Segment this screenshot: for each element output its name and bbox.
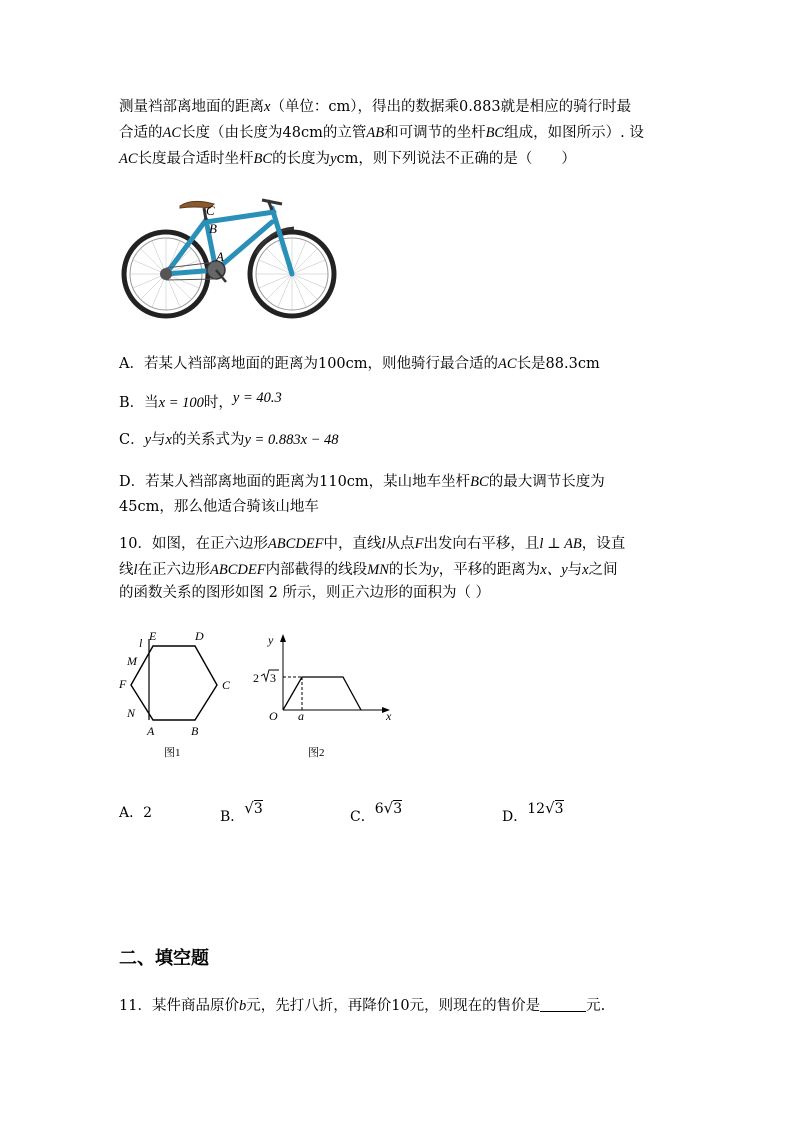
var-y: y bbox=[144, 432, 152, 448]
text: 之间 bbox=[588, 562, 618, 578]
choice-label: B． bbox=[220, 809, 245, 825]
text: 11．某件商品原价 bbox=[119, 998, 239, 1014]
choice-coef: 2 bbox=[143, 805, 153, 821]
problem10-line1 bbox=[119, 534, 625, 554]
problem9-option-d-line1 bbox=[119, 472, 605, 492]
sqrt-arg: 3 bbox=[253, 801, 263, 817]
label-d: D bbox=[195, 629, 204, 643]
label-c: C bbox=[222, 678, 231, 692]
text: 内部截得的线段 bbox=[265, 562, 368, 578]
hexagon-shape bbox=[131, 646, 217, 720]
choice-label: A． bbox=[119, 805, 144, 821]
text: 从点 bbox=[385, 536, 415, 552]
axis-label-y: y bbox=[268, 633, 274, 647]
value-label: 2 bbox=[253, 671, 259, 685]
text: 10．如图，在正六边形 bbox=[119, 536, 268, 552]
bicycle-figure bbox=[118, 192, 338, 322]
text: 元，先打八折，再降价10元，则现在的售价是 bbox=[246, 998, 541, 1014]
problem10-choice-d bbox=[502, 798, 564, 825]
text: ，平移的距离为 bbox=[438, 562, 541, 578]
bike-frame bbox=[166, 208, 292, 274]
label-b: B bbox=[191, 724, 199, 738]
var-bc: BC bbox=[253, 151, 273, 167]
var-hex: ABCDEF bbox=[210, 562, 266, 578]
text: B．当 bbox=[119, 395, 159, 411]
text: 长度（由长度为48cm的立管 bbox=[181, 125, 367, 141]
text: cm，则下列说法不正确的是（ ） bbox=[336, 151, 576, 167]
text: A．若某人裆部离地面的距离为100cm，则他骑行最合适的 bbox=[119, 356, 499, 372]
text: 与 bbox=[151, 432, 166, 448]
var-x: x bbox=[165, 432, 172, 448]
text: 线 bbox=[119, 562, 134, 578]
problem9-line2 bbox=[119, 123, 644, 143]
choice-label: D． bbox=[502, 809, 528, 825]
sqrt-arg: 3 bbox=[270, 671, 276, 685]
problem10-choice-a bbox=[119, 802, 152, 822]
text: 的长度为 bbox=[272, 151, 331, 167]
var-ac: AC bbox=[162, 125, 182, 141]
fig2-caption: 图2 bbox=[308, 747, 325, 759]
problem10-line2 bbox=[119, 560, 618, 580]
math-expr: l ⊥ AB bbox=[539, 536, 582, 552]
problem10-choice-c bbox=[350, 798, 403, 825]
problem9-option-c bbox=[119, 430, 339, 450]
answer-blank[interactable] bbox=[540, 997, 586, 1012]
function-graph bbox=[250, 630, 400, 765]
sqrt-icon: √ bbox=[383, 799, 394, 817]
var-mn: MN bbox=[367, 562, 389, 578]
fig1-caption: 图1 bbox=[164, 747, 181, 759]
var-bc: BC bbox=[470, 474, 489, 490]
problem9-option-d-line2: 45cm，那么他适合骑该山地车 bbox=[119, 499, 319, 515]
axis-label-x: x bbox=[386, 709, 392, 723]
choice-coef: 12 bbox=[527, 801, 546, 817]
text: 长是88.3cm bbox=[516, 356, 600, 372]
text: 合适的 bbox=[119, 125, 163, 141]
text: C． bbox=[119, 432, 145, 448]
text: 在正六边形 bbox=[137, 562, 211, 578]
var-xy: x、y bbox=[540, 562, 568, 578]
problem9-option-b bbox=[119, 390, 282, 413]
text: 的最大调节长度为 bbox=[488, 474, 605, 490]
section-heading: 二、填空题 bbox=[119, 948, 209, 969]
var-ac: AC bbox=[498, 356, 517, 372]
var-ac: AC bbox=[119, 151, 138, 167]
choice-coef: 6 bbox=[374, 801, 384, 817]
text: 和可调节的坐杆 bbox=[384, 125, 486, 141]
choice-label: C． bbox=[350, 809, 375, 825]
sqrt-arg: 3 bbox=[554, 801, 564, 817]
text: 测量裆部离地面的距离 bbox=[119, 99, 264, 115]
problem9-option-a bbox=[119, 354, 600, 374]
hexagon-figure bbox=[115, 625, 245, 765]
label-l: l bbox=[139, 636, 143, 650]
text: 元. bbox=[586, 998, 606, 1014]
graph-curve bbox=[283, 677, 361, 710]
bike-label-a: A bbox=[216, 249, 224, 264]
sqrt-arg: 3 bbox=[393, 801, 403, 817]
math-expr: y = 40.3 bbox=[232, 390, 282, 406]
var-bc: BC bbox=[485, 125, 505, 141]
label-m: M bbox=[127, 654, 137, 668]
text: 出发向右平移，且 bbox=[423, 536, 540, 552]
problem10-line3: 的函数关系的图形如图 2 所示，则正六边形的面积为（ ） bbox=[119, 585, 491, 601]
label-f: F bbox=[119, 677, 127, 691]
text: D．若某人裆部离地面的距离为110cm，某山地车坐杆 bbox=[119, 474, 471, 490]
text: 中，直线 bbox=[323, 536, 382, 552]
text: （单位：cm），得出的数据乘0.883就是相应的骑行时最 bbox=[270, 99, 632, 115]
problem11-line bbox=[119, 996, 605, 1016]
var-y: y bbox=[432, 562, 439, 578]
text: 的长为 bbox=[388, 562, 433, 578]
var-hex: ABCDEF bbox=[267, 536, 324, 552]
var-f: F bbox=[414, 536, 424, 552]
sqrt-icon: √ bbox=[545, 799, 555, 817]
var-x: x bbox=[264, 99, 271, 115]
var-l: l bbox=[133, 562, 138, 578]
label-a-tick: a bbox=[298, 709, 304, 723]
bike-label-c: C bbox=[206, 203, 215, 218]
var-b: b bbox=[238, 998, 247, 1014]
problem10-choice-b bbox=[220, 798, 263, 825]
text: 时， bbox=[203, 395, 233, 411]
var-l: l bbox=[381, 536, 386, 552]
label-n: N bbox=[127, 706, 136, 720]
text: ，设直 bbox=[581, 536, 626, 552]
var-ab: AB bbox=[366, 125, 385, 141]
math-expr: x = 100 bbox=[158, 395, 204, 411]
math-expr: y = 0.883x − 48 bbox=[244, 432, 339, 448]
problem9-line3 bbox=[119, 149, 576, 169]
var-y: y bbox=[330, 151, 337, 167]
text: 的关系式为 bbox=[171, 432, 245, 448]
bike-label-b: B bbox=[209, 221, 217, 236]
problem9-line1 bbox=[119, 97, 631, 117]
var-x: x bbox=[582, 562, 589, 578]
text: 组成，如图所示）. 设 bbox=[504, 125, 644, 141]
origin-label: O bbox=[269, 709, 278, 723]
label-a: A bbox=[147, 724, 155, 738]
text: 长度最合适时坐杆 bbox=[137, 151, 254, 167]
label-e: E bbox=[149, 629, 157, 643]
sqrt-icon: √ bbox=[244, 799, 254, 817]
text: 与 bbox=[567, 562, 583, 578]
